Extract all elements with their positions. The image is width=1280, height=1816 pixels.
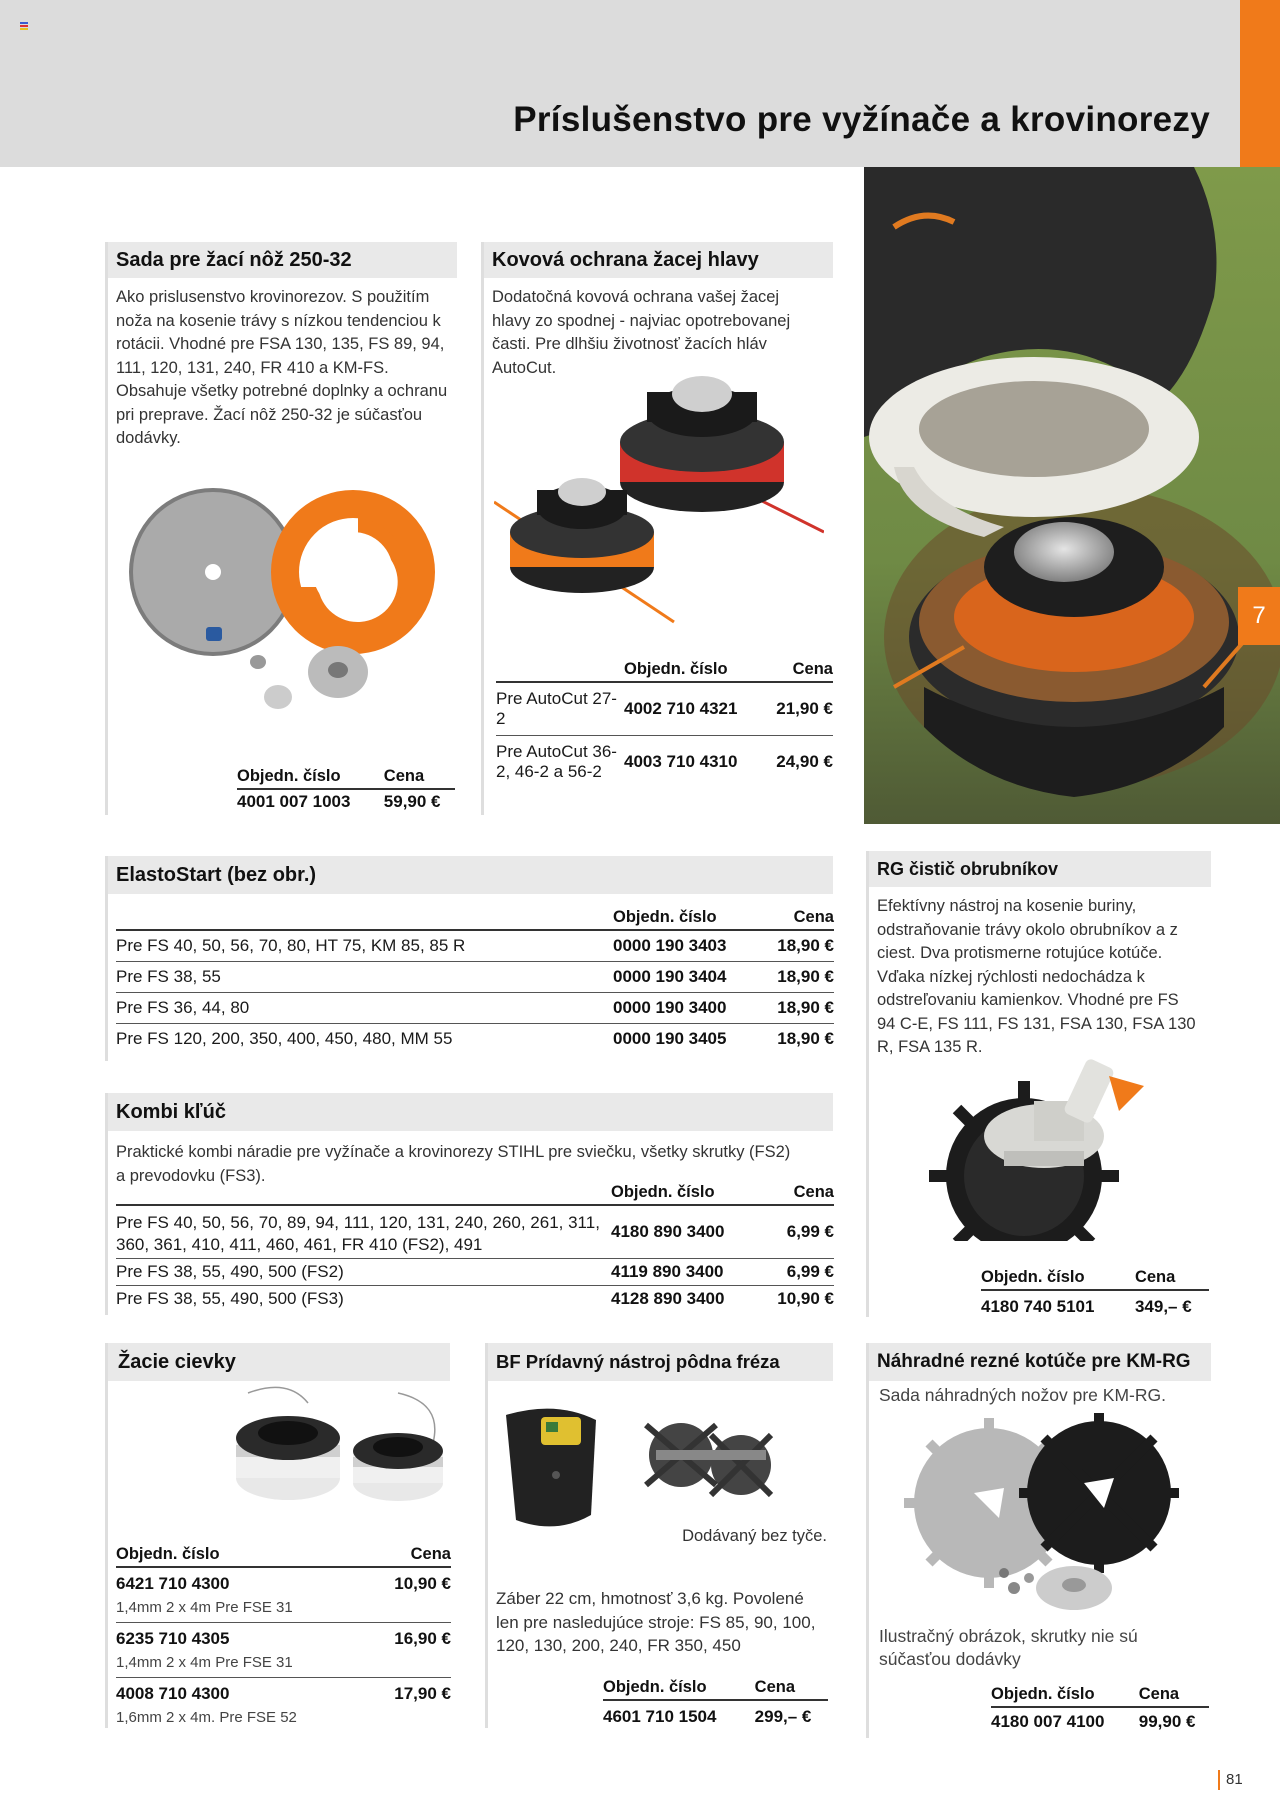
row-label: Pre FS 36, 44, 80 bbox=[116, 993, 613, 1024]
price: 10,90 € bbox=[777, 1289, 834, 1308]
panel-description: Záber 22 cm, hmotnosť 3,6 kg. Povolené len pre nasledujúce stroje: FS 85, 90, 100, 120, 130, 200, 240, FR 350, 450 bbox=[496, 1589, 816, 1655]
table-row bbox=[116, 1205, 834, 1259]
table-row-note bbox=[116, 1651, 451, 1678]
column-header-order: Objedn. číslo bbox=[991, 1683, 1127, 1707]
panel-title: Sada pre žací nôž 250-32 bbox=[108, 242, 457, 278]
column-header-order: Objedn. číslo bbox=[603, 1676, 745, 1700]
header-accent-bar bbox=[1240, 0, 1280, 167]
order-number: 4180 007 4100 bbox=[991, 1712, 1105, 1731]
row-label: Pre FS 40, 50, 56, 70, 89, 94, 111, 120, 131, 240, 260, 261, 311, 360, 361, 410, 411, 460, 461, FR 410 (FS2), 491 bbox=[116, 1205, 611, 1259]
table-row-note bbox=[116, 1706, 451, 1729]
column-header-order: Objedn. číslo bbox=[237, 765, 376, 789]
replacement-blades-image bbox=[904, 1413, 1194, 1613]
price-table bbox=[496, 658, 833, 788]
table-row bbox=[116, 1259, 834, 1286]
column-header-order: Objedn. číslo bbox=[613, 906, 760, 930]
column-header-order: Objedn. číslo bbox=[611, 1181, 760, 1205]
column-header-order: Objedn. číslo bbox=[116, 1543, 339, 1567]
price: 17,90 € bbox=[394, 1684, 451, 1703]
order-number: 4008 710 4300 bbox=[116, 1684, 230, 1703]
table-row bbox=[116, 1286, 834, 1313]
column-header-price: Cena bbox=[1123, 1266, 1209, 1290]
column-header-price: Cena bbox=[376, 765, 455, 789]
table-row bbox=[116, 962, 834, 993]
price: 18,90 € bbox=[760, 993, 834, 1024]
column-header-price: Cena bbox=[745, 1676, 828, 1700]
order-number: 0000 190 3400 bbox=[613, 993, 760, 1024]
table-row bbox=[116, 1623, 451, 1652]
column-header-price: Cena bbox=[339, 1543, 451, 1567]
page-number: 81 bbox=[1218, 1770, 1243, 1790]
illustration-note: Ilustračný obrázok, skrutky nie sú súčasťou dodávky bbox=[879, 1626, 1138, 1669]
row-note: 1,4mm 2 x 4m Pre FSE 31 bbox=[116, 1596, 451, 1623]
table-row bbox=[496, 736, 833, 789]
table-row-note bbox=[116, 1596, 451, 1623]
price: 18,90 € bbox=[760, 962, 834, 993]
panel-subtitle: Sada náhradných nožov pre KM-RG. bbox=[879, 1385, 1166, 1405]
price-table bbox=[116, 906, 834, 1054]
table-row bbox=[496, 682, 833, 736]
column-header-price: Cena bbox=[763, 658, 833, 682]
page-title: Príslušenstvo pre vyžínače a krovinorezy bbox=[513, 100, 1210, 139]
column-header-order: Objedn. číslo bbox=[624, 658, 763, 682]
order-number: 4180 890 3400 bbox=[611, 1205, 760, 1259]
price: 59,90 € bbox=[383, 792, 441, 811]
row-label: Pre AutoCut 36-2, 46-2 a 56-2 bbox=[496, 742, 617, 781]
tiller-image bbox=[496, 1395, 786, 1535]
panel-description: Praktické kombi náradie pre vyžínače a krovinorezy STIHL pre sviečku, všetky skrutky (FS2) a prevodovku (FS3). bbox=[116, 1143, 791, 1185]
panel-nahradne-kotuce bbox=[866, 1343, 1211, 1738]
price: 21,90 € bbox=[763, 682, 833, 736]
column-header-price: Cena bbox=[760, 906, 834, 930]
order-number: 4601 710 1504 bbox=[603, 1707, 717, 1726]
row-label: Pre FS 38, 55, 490, 500 (FS2) bbox=[116, 1259, 611, 1286]
panel-description: Efektívny nástroj na kosenie buriny, odstraňovanie trávy okolo obrubníkov a z ciest. Dva protismerne rotujúce kotúče. Vďaka nízkej rýchlosti nedochádza k odstreľovaniu kamienkov. Vhodné pre FS 94 C-E, FS 111, FS 131, FSA 130, FSA 130 R, FSA 135 R. bbox=[877, 897, 1196, 1056]
panel-title: BF Prídavný nástroj pôdna fréza bbox=[488, 1343, 833, 1381]
row-label: Pre AutoCut 27-2 bbox=[496, 682, 624, 736]
price: 18,90 € bbox=[777, 1029, 834, 1048]
panel-description: Dodatočná kovová ochrana vašej žacej hlavy zo spodnej - najviac opotrebovanej časti. Pre dlhšiu životnosť žacích hláv AutoCut. bbox=[492, 288, 791, 377]
order-number: 4180 740 5101 bbox=[981, 1297, 1095, 1316]
panel-sada-zaci-noz bbox=[105, 242, 457, 815]
order-number: 0000 190 3403 bbox=[613, 930, 760, 962]
price-table bbox=[981, 1266, 1209, 1319]
panel-zacie-cievky bbox=[105, 1343, 450, 1728]
panel-kovova-ochrana bbox=[481, 242, 833, 815]
panel-elastostart bbox=[105, 856, 833, 1061]
table-row bbox=[116, 993, 834, 1024]
row-label: Pre FS 38, 55, 490, 500 (FS3) bbox=[116, 1289, 344, 1308]
panel-title: Kovová ochrana žacej hlavy bbox=[484, 242, 833, 278]
row-label: Pre FS 38, 55 bbox=[116, 962, 613, 993]
panel-kombi-kluc bbox=[105, 1093, 833, 1315]
panel-title: Žacie cievky bbox=[108, 1343, 450, 1381]
column-header-order: Objedn. číslo bbox=[981, 1266, 1123, 1290]
order-number: 4001 007 1003 bbox=[237, 792, 351, 811]
price: 6,99 € bbox=[760, 1205, 834, 1259]
column-header-price: Cena bbox=[760, 1181, 834, 1205]
panel-title: ElastoStart (bez obr.) bbox=[108, 856, 833, 894]
spools-image bbox=[228, 1383, 453, 1513]
order-number: 4128 890 3400 bbox=[611, 1289, 725, 1308]
panel-bf-freza bbox=[485, 1343, 833, 1728]
hero-photo bbox=[864, 167, 1280, 824]
order-number: 4002 710 4321 bbox=[624, 682, 763, 736]
row-note: 1,6mm 2 x 4m. Pre FSE 52 bbox=[116, 1709, 297, 1726]
table-row bbox=[116, 1024, 834, 1055]
price: 16,90 € bbox=[394, 1629, 451, 1648]
price: 99,90 € bbox=[1138, 1712, 1196, 1731]
price: 349,– € bbox=[1134, 1297, 1192, 1316]
column-header-price: Cena bbox=[1127, 1683, 1209, 1707]
price-table bbox=[991, 1683, 1209, 1734]
price: 299,– € bbox=[754, 1707, 812, 1726]
curb-cleaner-image bbox=[904, 1041, 1204, 1241]
price-table bbox=[116, 1181, 834, 1312]
table-row bbox=[116, 930, 834, 962]
panel-title: Náhradné rezné kotúče pre KM-RG bbox=[869, 1343, 1211, 1381]
order-number: 0000 190 3404 bbox=[613, 962, 760, 993]
row-note: 1,4mm 2 x 4m Pre FSE 31 bbox=[116, 1651, 451, 1678]
price-table bbox=[603, 1676, 828, 1729]
flag-icon bbox=[20, 22, 28, 29]
panel-rg-cistic bbox=[866, 851, 1211, 1317]
price-table bbox=[116, 1543, 451, 1729]
table-row bbox=[116, 1567, 451, 1596]
order-number: 4119 890 3400 bbox=[611, 1259, 760, 1286]
order-number: 0000 190 3405 bbox=[613, 1029, 727, 1048]
price: 10,90 € bbox=[394, 1574, 451, 1593]
order-number: 6235 710 4305 bbox=[116, 1629, 230, 1648]
price: 6,99 € bbox=[760, 1259, 834, 1286]
table-row bbox=[116, 1678, 451, 1707]
panel-title: Kombi kľúč bbox=[108, 1093, 833, 1131]
blade-kit-image bbox=[128, 487, 458, 717]
price: 24,90 € bbox=[776, 752, 833, 771]
row-label: Pre FS 120, 200, 350, 400, 450, 480, MM 55 bbox=[116, 1029, 453, 1048]
spool-heads-image bbox=[494, 372, 824, 632]
row-label: Pre FS 40, 50, 56, 70, 80, HT 75, KM 85, 85 R bbox=[116, 930, 613, 962]
header-band bbox=[0, 0, 1240, 167]
panel-title: RG čistič obrubníkov bbox=[869, 851, 1211, 887]
order-number: 6421 710 4300 bbox=[116, 1574, 230, 1593]
chapter-tab[interactable]: 7 bbox=[1238, 587, 1280, 645]
panel-description: Ako prislusenstvo krovinorezov. S použitím noža na kosenie trávy s nízkou tendenciou k rotácii. Vhodné pre FSA 130, 135, FS 89, 94, 111, 120, 131, 240, FR 410 a KM-FS. Obsahuje všetky potrebné doplnky a ochranu pri preprave. Žací nôž 250-32 je súčasťou dodávky. bbox=[116, 288, 448, 447]
price: 18,90 € bbox=[760, 930, 834, 962]
order-number: 4003 710 4310 bbox=[624, 752, 738, 771]
price-table bbox=[237, 765, 455, 814]
delivery-note: Dodávaný bez tyče. bbox=[682, 1527, 827, 1545]
